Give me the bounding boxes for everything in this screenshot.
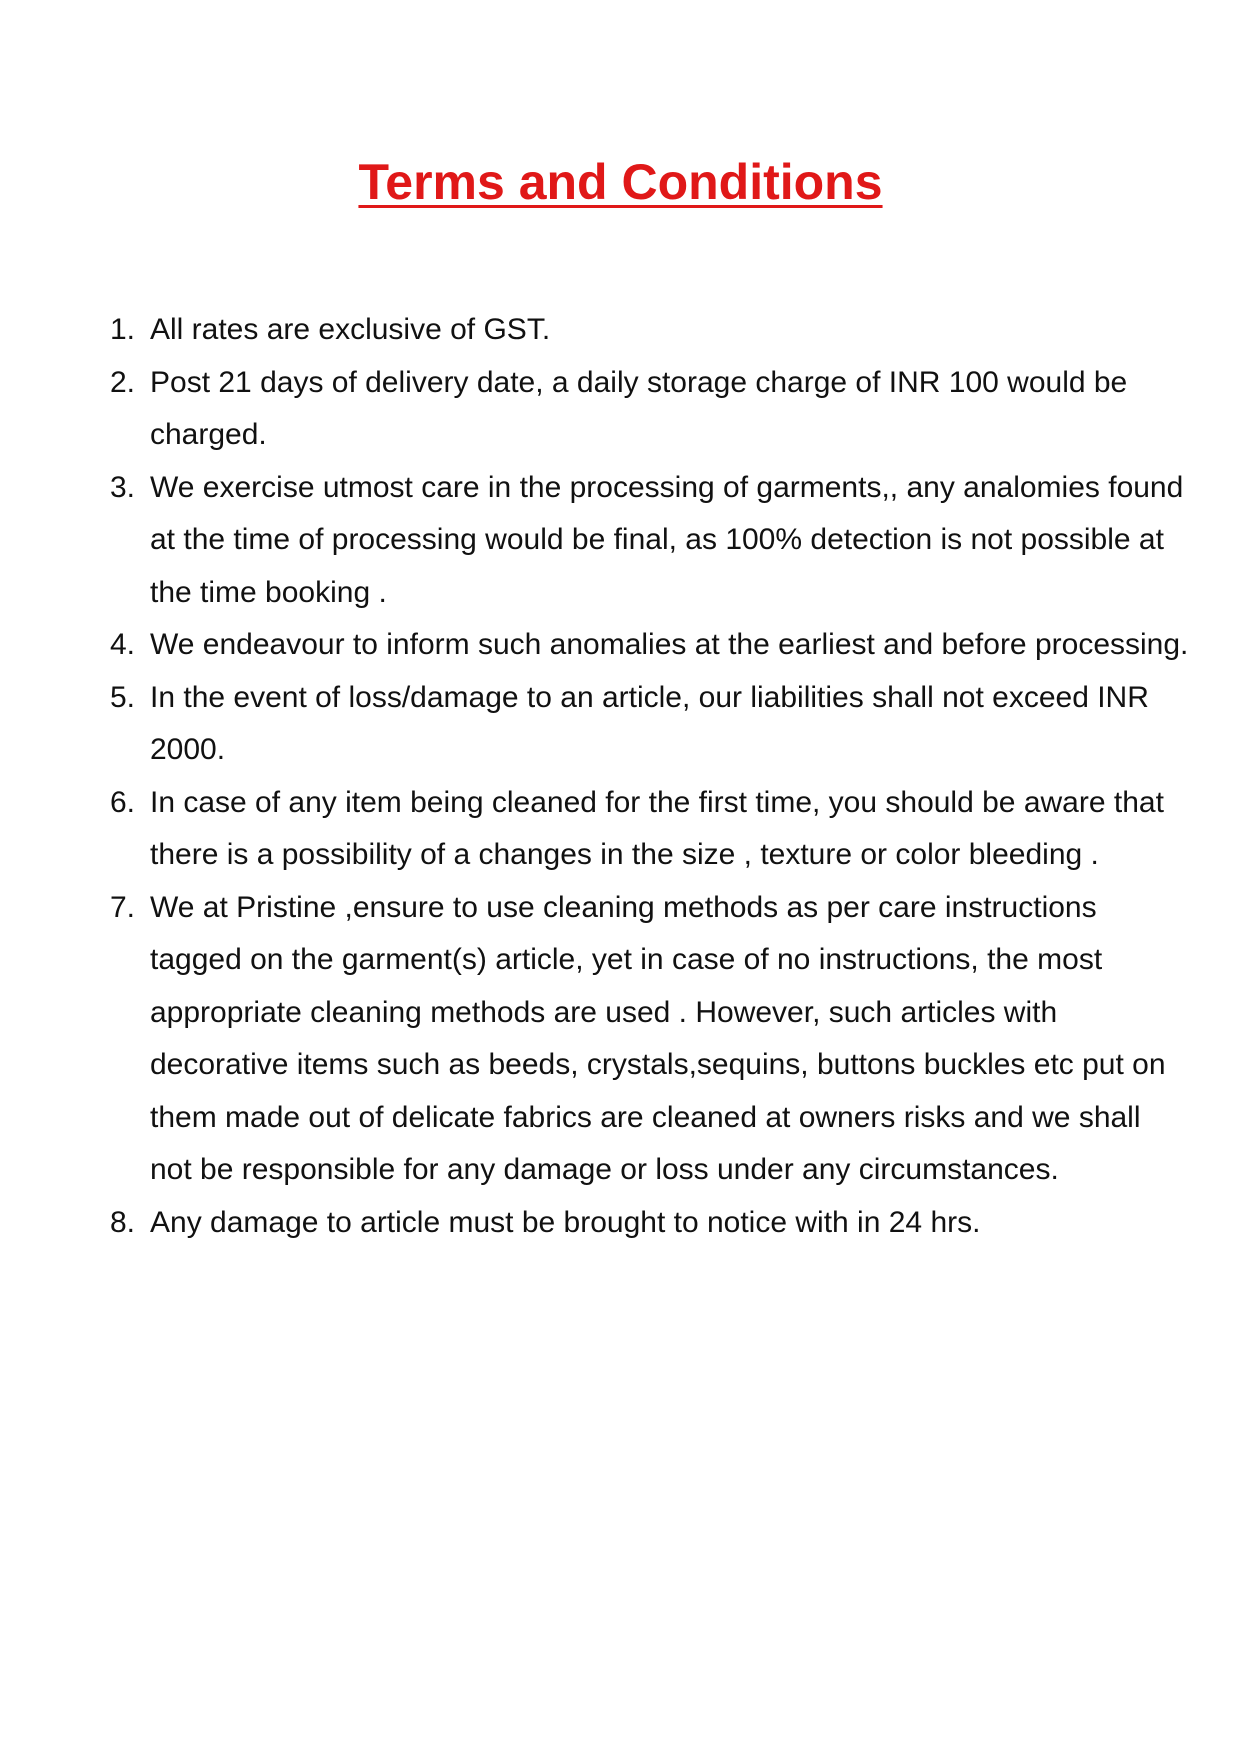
term-number: 8. [110, 1205, 136, 1239]
term-number: 3. [110, 470, 136, 504]
term-number: 4. [110, 628, 136, 661]
term-text: We at Pristine ,ensure to use cleaning methods as per care instructions tagged on the garment(s) article, yet in case of no instructions, the most appropriate cleaning methods are used . However, such articles with decorative items such as beeds, crystals,sequins, buttons buckles etc put on them made out of delicate fabrics are cleaned at owners risks and we shall not be responsible for any damage or loss under any circumstances. [150, 890, 1166, 1186]
term-number: 2. [110, 365, 136, 399]
term-number: 7. [110, 890, 136, 924]
term-text: Any damage to article must be brought to notice with in 24 hrs. [150, 1205, 981, 1239]
page-title: Terms and Conditions [358, 154, 883, 210]
term-item-5 [110, 672, 1190, 777]
term-text: In case of any item being cleaned for the first time, you should be aware that there is a possibility of a changes in the size , texture or color bleeding . [150, 785, 1164, 871]
term-item-7 [110, 882, 1190, 1197]
term-item-1 [110, 304, 1190, 357]
term-item-2 [110, 357, 1190, 462]
term-number: 5. [110, 680, 136, 714]
term-text: We endeavour to inform such anomalies at the earliest and before processing. [150, 628, 1189, 661]
term-number: 1. [110, 313, 136, 346]
term-item-6 [110, 777, 1190, 882]
term-text: Post 21 days of delivery date, a daily storage charge of INR 100 would be charged. [150, 365, 1128, 451]
term-number: 6. [110, 785, 136, 819]
term-text: We exercise utmost care in the processing of garments,, any analomies found at the time of processing would be final, as 100% detection is not possible at the time booking . [150, 470, 1184, 609]
term-item-3 [110, 462, 1190, 620]
term-item-4 [110, 619, 1190, 672]
terms-list [110, 304, 1190, 1249]
term-item-8 [110, 1197, 1190, 1250]
term-text: All rates are exclusive of GST. [150, 313, 551, 346]
term-text: In the event of loss/damage to an article, our liabilities shall not exceed INR 2000. [150, 680, 1149, 766]
